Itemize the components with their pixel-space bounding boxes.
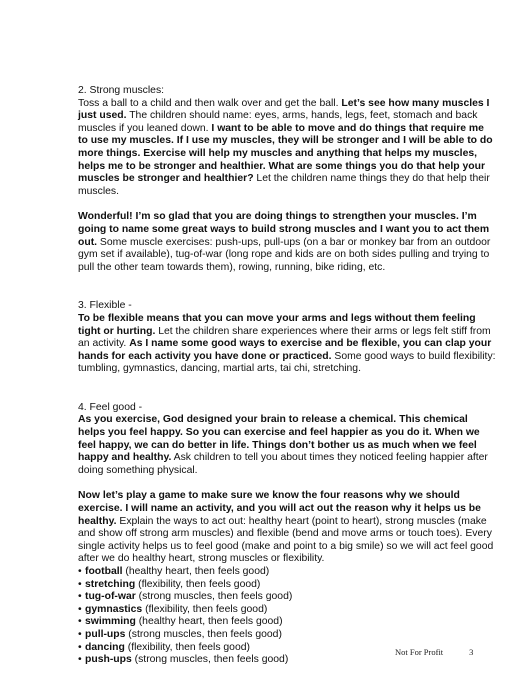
bold-run: As you exercise, God designed your brain to release a chemical. This chemical helps you feel happy. So you can exercise and feel happier as you do it. When we feel happy, we can do better in life. Things don’t bother us as much when we feel happy and healthy. <box>78 414 480 464</box>
activity-desc: (flexibility, then feels good) <box>124 641 250 653</box>
text-run: Let the children name things they do that help their muscles. <box>78 173 490 197</box>
page-footer <box>395 647 473 657</box>
bullet-icon: • <box>78 578 82 590</box>
activity-desc: (healthy heart, then feels good) <box>135 616 283 628</box>
paragraph <box>78 211 496 274</box>
paragraph <box>78 313 496 376</box>
text-run: Toss a ball to a child and then walk over and get the ball. <box>78 97 342 109</box>
activity-term: stretching <box>85 578 136 590</box>
section-flexible <box>78 300 496 376</box>
activity-term: swimming <box>85 616 136 628</box>
activity-term: gymnastics <box>85 603 143 615</box>
paragraph <box>78 98 496 199</box>
paragraph <box>78 490 496 566</box>
activity-desc: (flexibility, then feels good) <box>142 603 268 615</box>
bullet-icon: • <box>78 628 82 640</box>
bullet-icon: • <box>78 616 82 628</box>
text-run: Some good ways to build flexibility: tumbling, gymnastics, dancing, martial arts, tai chi, stretching. <box>78 350 496 375</box>
text-run: Explain the ways to act out: healthy heart (point to heart), strong muscles (make and show off strong arm muscles) and flexible (bend and move arms or touch toes). Every single activity helps us to feel good (make and point to a big smile) so we will act feel good after we do healthy heart, strong muscles or flexibility. <box>78 515 494 565</box>
activity-term: football <box>85 566 123 577</box>
activity-term: tug-of-war <box>85 591 136 603</box>
activity-desc: (strong muscles, then feels good) <box>131 654 289 666</box>
section-title: 3. Flexible - <box>78 300 132 312</box>
page-number: 3 <box>469 647 474 657</box>
text-run: Ask children to tell you about times they noticed feeling happier after doing something physical. <box>78 452 488 476</box>
text-run: Some muscle exercises: push-ups, pull-ups (on a bar or monkey bar from an outdoor gym set if available), tug-of-war (long rope and kids are on both sides pulling and trying to pull the other team towards them), rowing, running, bike riding, etc. <box>78 236 491 273</box>
bold-run: Now let’s play a game to make sure we know the four reasons why we should exercise. I will name an activity, and you will act out the reason why it helps us be healthy. <box>78 490 481 527</box>
bullet-icon: • <box>78 654 82 666</box>
list-item <box>78 579 496 592</box>
bold-run: I want to be able to move and do things that require me to use my muscles. If I use my muscles, they will be stronger and I will be able to do more things. Exercise will help my muscles and anything that helps my muscles, helps me to be stronger and healthier. What are some things you do that help your muscles be stronger and healthier? <box>78 122 493 185</box>
activity-desc: (strong muscles, then feels good) <box>135 591 293 603</box>
text-run: The children should name: eyes, arms, hands, legs, feet, stomach and back muscles if you leaned down. <box>78 110 478 134</box>
bullet-icon: • <box>78 641 82 653</box>
section-strong-muscles <box>78 85 496 274</box>
text-run: Let the children share experiences where their arms or legs felt stiff from an activity. <box>78 325 491 350</box>
bullet-icon: • <box>78 603 82 615</box>
list-item <box>78 604 496 617</box>
activity-term: push-ups <box>85 654 132 666</box>
bold-run: Wonderful! I’m so glad that you are doing things to strengthen your muscles. I’m going to name some great ways to build strong muscles and I want you to act them out. <box>78 211 490 248</box>
list-item <box>78 629 496 642</box>
bold-run: Let’s see how many muscles I just used. <box>78 97 490 122</box>
activity-desc: (healthy heart, then feels good) <box>122 566 270 577</box>
activity-desc: (flexibility, then feels good) <box>135 578 261 590</box>
list-item <box>78 566 496 579</box>
document-body <box>78 85 496 667</box>
activity-term: dancing <box>85 641 125 653</box>
activity-desc: (strong muscles, then feels good) <box>125 628 282 640</box>
bold-run: As I name some good ways to exercise and be flexible, you can clap your hands for each activity you have done or practiced. <box>78 338 492 362</box>
list-item <box>78 591 496 604</box>
section-feel-good <box>78 402 496 667</box>
bullet-icon: • <box>78 591 82 603</box>
section-title: 2. Strong muscles: <box>78 85 165 96</box>
bullet-icon: • <box>78 566 82 577</box>
list-item <box>78 616 496 629</box>
section-title: 4. Feel good - <box>78 401 143 413</box>
paragraph <box>78 414 496 477</box>
bold-run: To be flexible means that you can move your arms and legs without them feeling tight or hurting. <box>78 312 476 337</box>
footer-text: Not For Profit <box>395 647 444 657</box>
activity-term: pull-ups <box>85 628 126 640</box>
